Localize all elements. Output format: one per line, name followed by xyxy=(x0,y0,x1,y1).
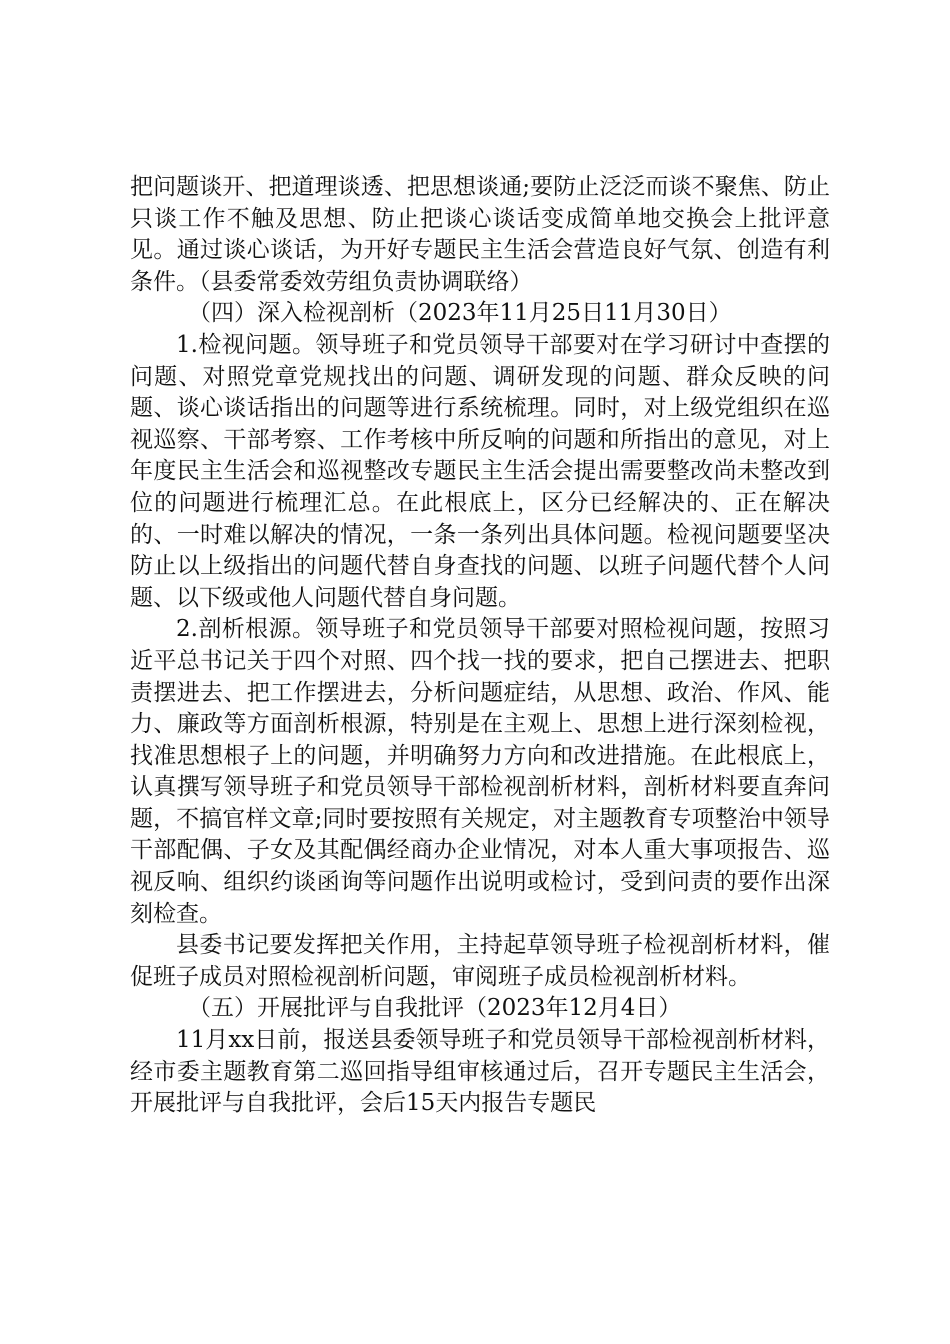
paragraph-inspect-problems: 1.检视问题。领导班子和党员领导干部要对在学习研讨中查摆的问题、对照党章党规找出的问题、调研发现的问题、群众反映的问题、谈心谈话指出的问题等进行系统梳理。同时，对上级党组织在巡视巡察、干部考察、工作考核中所反响的问题和所指出的意见，对上年度民主生活会和巡视整改专题民主生活会提出需要整改尚未整改到位的问题进行梳理汇总。在此根底上，区分已经解决的、正在解决的、一时难以解决的情况，一条一条列出具体问题。检视问题要坚决防止以上级指出的问题代替自身查找的问题、以班子问题代替个人问题、以下级或他人问题代替自身问题。 xyxy=(130,331,830,611)
paragraph-continuation: 把问题谈开、把道理谈透、把思想谈通;要防止泛泛而谈不聚焦、防止只谈工作不触及思想、防止把谈心谈话变成简单地交换会上批评意见。通过谈心谈话，为开好专题民主生活会营造良好气氛、创造有利条件。（县委常委效劳组负责协调联络） xyxy=(130,174,830,295)
section-heading-5: （五）开展批评与自我批评（2023年12月4日） xyxy=(188,995,682,1022)
paragraph-analyze-roots: 2.剖析根源。领导班子和党员领导干部要对照检视问题，按照习近平总书记关于四个对照、四个找一找的要求，把自己摆进去、把职责摆进去、把工作摆进去，分析问题症结，从思想、政治、作风、能力、廉政等方面剖析根源，特别是在主观上、思想上进行深刻检视，找准思想根子上的问题，并明确努力方向和改进措施。在此根底上，认真撰写领导班子和党员领导干部检视剖析材料，剖析材料要直奔问题，不搞官样文章;同时要按照有关规定，对主题教育专项整治中领导干部配偶、子女及其配偶经商办企业情况，对本人重大事项报告、巡视反响、组织约谈函询等问题作出说明或检讨，受到问责的要作出深刻检查。 xyxy=(130,616,830,927)
paragraph-secretary-role: 县委书记要发挥把关作用，主持起草领导班子检视剖析材料，催促班子成员对照检视剖析问题，审阅班子成员检视剖析材料。 xyxy=(130,932,830,990)
document-page xyxy=(130,172,830,1120)
section-heading-4: （四）深入检视剖析（2023年11月25日11月30日） xyxy=(188,300,732,327)
paragraph-criticism: 11月xx日前，报送县委领导班子和党员领导干部检视剖析材料，经市委主题教育第二巡回指导组审核通过后，召开专题民主生活会，开展批评与自我批评，会后15天内报告专题民 xyxy=(130,1027,830,1117)
